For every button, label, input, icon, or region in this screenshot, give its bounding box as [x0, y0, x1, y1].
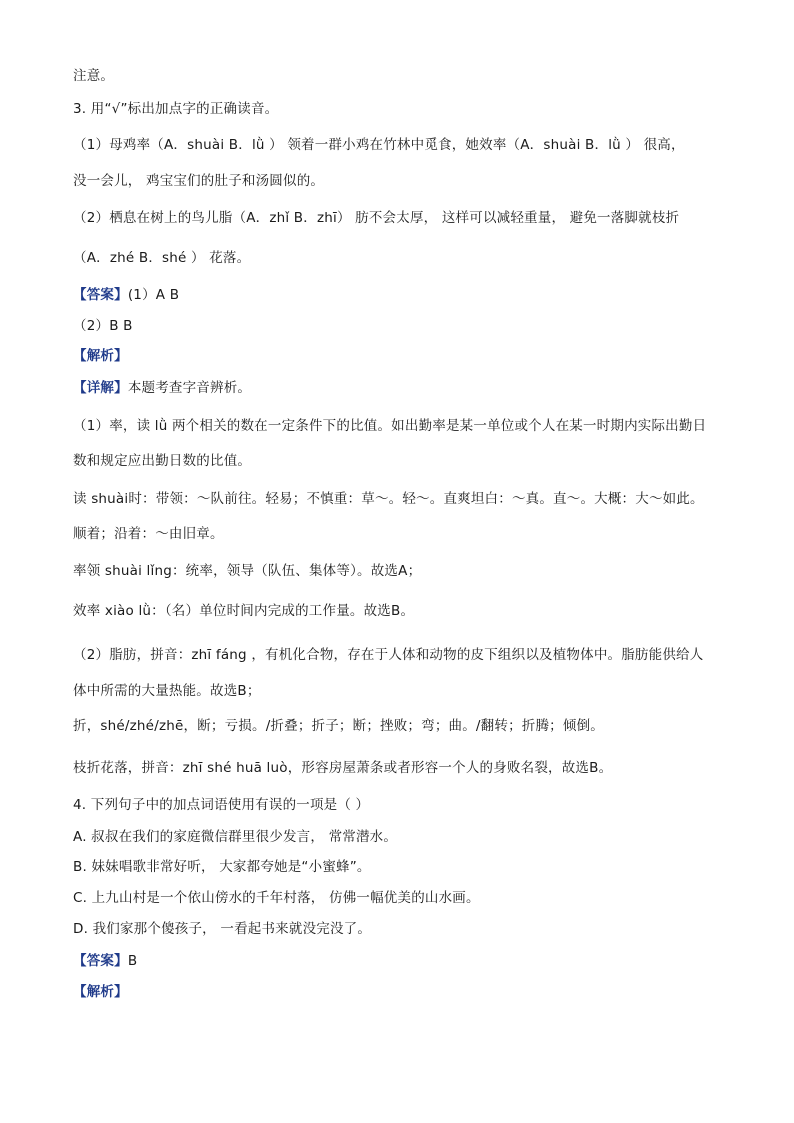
question-3-item-1-cont	[73, 171, 723, 191]
text: 折，shé/zhé/zhē，断；亏损。/折叠；折子；断；挫败；弯；曲。/翻转；折腾；倾倒。	[73, 718, 604, 734]
text: 顺着；沿着：～由旧章。	[73, 526, 224, 542]
text: D. 我们家那个傻孩子， 一看起书来就没完没了。	[73, 921, 372, 937]
explanation-line	[73, 451, 723, 471]
explanation-line	[73, 681, 723, 701]
analysis-heading	[73, 346, 723, 366]
text: 读 shuài时：带领：～队前往。轻易；不慎重：草～。轻～。直爽坦白：～真。直～。大概：大～如此。	[73, 491, 704, 507]
detail-text: 本题考查字音辨析。	[127, 380, 252, 396]
text: 率领 shuài lǐng：统率，领导（队伍、集体等）。故选A；	[73, 563, 422, 579]
text: （1）母鸡率（A．shuài B．lǜ ） 领着一群小鸡在竹林中觅食，她效率（A．shuài B．lǜ ） 很高，	[73, 137, 685, 153]
text: 注意。	[73, 68, 115, 84]
text: 枝折花落，拼音：zhī shé huā luò，形容房屋萧条或者形容一个人的身败名裂，故选B。	[73, 760, 613, 776]
text: 效率 xiào lǜ：（名）单位时间内完成的工作量。故选B。	[73, 603, 415, 619]
explanation-line	[73, 645, 723, 665]
text: （2）栖息在树上的鸟儿脂（A．zhǐ B．zhī） 肪不会太厚， 这样可以减轻重量， 避免一落脚就枝折	[73, 210, 680, 226]
question-3-item-1	[73, 135, 723, 155]
question-4-title	[73, 795, 723, 815]
text: 3. 用“√”标出加点字的正确读音。	[73, 101, 279, 117]
detail-line	[73, 378, 723, 398]
option-a	[73, 827, 723, 847]
analysis-heading-q4	[73, 982, 723, 1002]
text: 数和规定应出勤日数的比值。	[73, 453, 252, 469]
answer-tag: 【答案】	[73, 953, 128, 969]
analysis-tag: 【解析】	[73, 348, 128, 364]
text-line	[73, 66, 723, 86]
answer-line-q4	[73, 951, 723, 971]
answer-text: （2）B B	[73, 318, 133, 334]
text: C. 上九山村是一个依山傍水的千年村落， 仿佛一幅优美的山水画。	[73, 890, 480, 906]
text: （1）率，读 lǜ 两个相关的数在一定条件下的比值。如出勤率是某一单位或个人在某一时期内实际出勤日	[73, 418, 707, 434]
explanation-line	[73, 561, 723, 581]
detail-tag: 【详解】	[73, 380, 128, 396]
answer-line	[73, 285, 723, 305]
text: （2）脂肪，拼音：zhī fáng ，有机化合物，存在于人体和动物的皮下组织以及植物体中。脂肪能供给人	[73, 647, 704, 663]
text: 4. 下列句子中的加点词语使用有误的一项是（ ）	[73, 797, 370, 813]
question-3-item-2-cont	[73, 248, 723, 268]
explanation-line	[73, 416, 723, 436]
explanation-line	[73, 601, 723, 621]
answer-line-2	[73, 316, 723, 336]
question-3-item-2	[73, 208, 723, 228]
explanation-line	[73, 716, 723, 736]
question-3-title	[73, 99, 723, 119]
option-d	[73, 919, 723, 939]
answer-text: (1）A B	[127, 287, 180, 303]
option-c	[73, 888, 723, 908]
text: 体中所需的大量热能。故选B；	[73, 683, 261, 699]
text: A. 叔叔在我们的家庭微信群里很少发言， 常常潜水。	[73, 829, 398, 845]
answer-text: B	[127, 953, 138, 969]
explanation-line	[73, 489, 723, 509]
text: B. 妹妹唱歌非常好听， 大家都夸她是“小蜜蜂”。	[73, 859, 371, 875]
text: 没一会儿， 鸡宝宝们的肚子和汤圆似的。	[73, 173, 325, 189]
explanation-line	[73, 524, 723, 544]
answer-tag: 【答案】	[73, 287, 128, 303]
analysis-tag: 【解析】	[73, 984, 128, 1000]
option-b	[73, 857, 723, 877]
text: （A．zhé B．shé ） 花落。	[73, 250, 251, 266]
explanation-line	[73, 758, 723, 778]
